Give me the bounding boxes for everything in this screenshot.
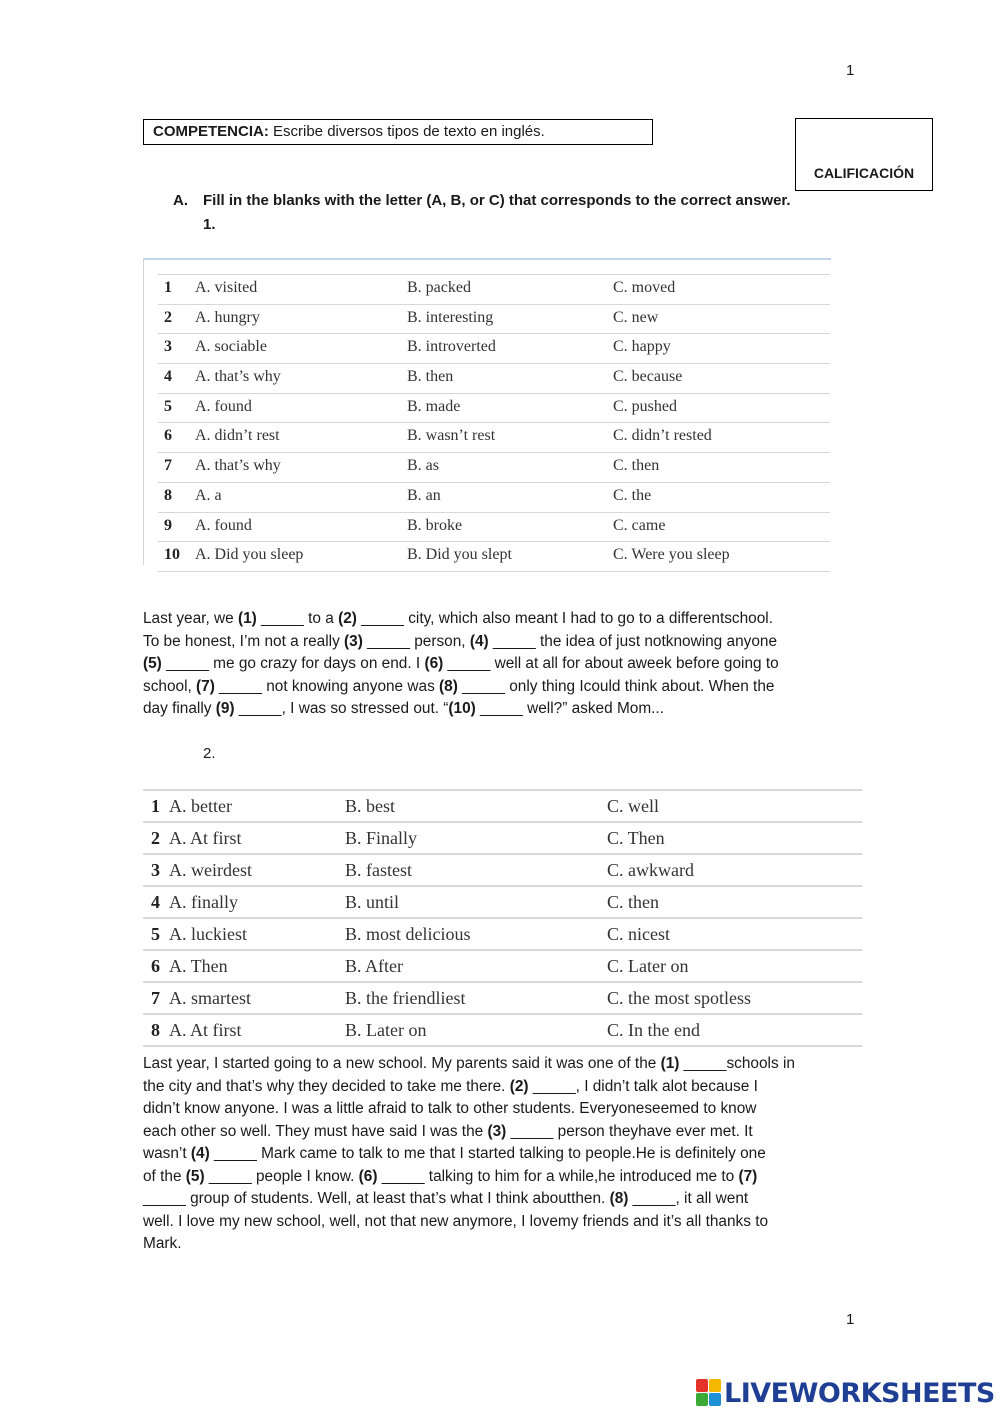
paragraph-text: school, bbox=[143, 677, 197, 695]
option-c: C. well bbox=[607, 796, 659, 816]
blank-number: (5) bbox=[185, 1167, 205, 1185]
paragraph-text: _____ city, which also meant I had to go to a differentschool. bbox=[356, 610, 773, 627]
table-row bbox=[158, 333, 830, 363]
option-c: C. Were you sleep bbox=[613, 546, 730, 564]
option-c: C. came bbox=[613, 516, 666, 534]
item-number: 7 bbox=[164, 457, 172, 475]
blank-number: (3) bbox=[487, 1122, 507, 1140]
item-number: 6 bbox=[151, 956, 160, 976]
item-number: 2 bbox=[151, 828, 160, 848]
item-number: 4 bbox=[164, 368, 172, 386]
paragraph-text: _____ me go crazy for days on end. I bbox=[161, 655, 425, 672]
paragraph-text: _____ not knowing anyone was bbox=[214, 677, 440, 695]
option-c: C. didn’t rested bbox=[613, 427, 712, 445]
option-b: B. wasn’t rest bbox=[407, 427, 496, 445]
option-a: A. smartest bbox=[169, 988, 251, 1008]
paragraph-line bbox=[143, 698, 779, 721]
paragraph-text: wasn’t bbox=[143, 1145, 191, 1162]
item-number: 4 bbox=[151, 892, 160, 912]
section-letter: A. bbox=[173, 192, 188, 209]
paragraph-line bbox=[143, 1233, 795, 1256]
blank-number: (10) bbox=[448, 700, 476, 717]
paragraph-text: _____schools in bbox=[679, 1055, 795, 1072]
paragraph-line bbox=[143, 1166, 795, 1189]
option-c: C. then bbox=[613, 457, 660, 475]
option-c: C. nicest bbox=[607, 924, 670, 944]
paragraph-line bbox=[143, 1188, 795, 1211]
paragraph-text: _____ person theyhave ever met. It bbox=[506, 1122, 753, 1140]
option-a: A. better bbox=[169, 796, 232, 816]
blank-number: (2) bbox=[509, 1077, 529, 1095]
logo-square-green bbox=[696, 1393, 708, 1406]
option-b: B. introverted bbox=[407, 338, 496, 356]
item-number: 8 bbox=[164, 486, 172, 504]
option-c: C. new bbox=[613, 308, 659, 326]
option-b: B. most delicious bbox=[345, 924, 471, 944]
paragraph-line bbox=[143, 1098, 795, 1121]
table-row bbox=[158, 512, 830, 542]
paragraph-text: _____ talking to him for a while,he introduced me to bbox=[377, 1167, 739, 1185]
logo-square-yellow bbox=[709, 1379, 721, 1392]
page-number-bottom: 1 bbox=[846, 1311, 855, 1328]
option-b: B. best bbox=[345, 796, 396, 816]
blank-number: (1) bbox=[237, 610, 257, 627]
option-b: B. the friendliest bbox=[345, 988, 466, 1008]
option-b: B. Finally bbox=[345, 828, 418, 848]
paragraph-text: _____ only thing Icould think about. When the bbox=[457, 677, 775, 695]
option-b: B. fastest bbox=[345, 860, 412, 880]
blank-number: (9) bbox=[215, 700, 235, 717]
blank-number: (2) bbox=[338, 610, 357, 627]
option-b: B. until bbox=[345, 892, 400, 912]
option-c: C. because bbox=[613, 368, 683, 386]
blank-number: (6) bbox=[358, 1167, 378, 1185]
blank-number: (7) bbox=[196, 677, 215, 695]
option-b: B. interesting bbox=[407, 308, 494, 326]
option-a: A. Did you sleep bbox=[195, 546, 304, 564]
option-a: A. At first bbox=[169, 1020, 242, 1040]
blank-number: (8) bbox=[439, 677, 458, 695]
option-c: C. Later on bbox=[607, 956, 689, 976]
item-number: 3 bbox=[151, 860, 160, 880]
table-row bbox=[158, 274, 830, 304]
blank-number: (8) bbox=[609, 1190, 629, 1207]
option-c: C. pushed bbox=[613, 397, 677, 415]
table-row bbox=[143, 917, 862, 949]
paragraph-line bbox=[143, 1121, 795, 1144]
blank-number: (7) bbox=[738, 1167, 758, 1185]
option-b: B. Did you slept bbox=[407, 546, 512, 564]
logo-square-blue bbox=[709, 1393, 721, 1406]
table-row bbox=[143, 789, 862, 821]
paragraph-line bbox=[143, 1211, 795, 1234]
calificacion-box bbox=[795, 118, 933, 191]
table-row bbox=[143, 853, 862, 885]
paragraph-line bbox=[143, 631, 779, 654]
blank-number: (5) bbox=[143, 655, 162, 672]
paragraph-text: _____ to a bbox=[256, 610, 339, 627]
table-row bbox=[158, 304, 830, 334]
option-b: B. made bbox=[407, 397, 461, 415]
option-a: A. found bbox=[195, 516, 252, 534]
option-a: A. Then bbox=[169, 956, 228, 976]
paragraph-text: _____ the idea of just notknowing anyone bbox=[488, 632, 778, 650]
option-c: C. moved bbox=[613, 279, 676, 296]
option-c: C. In the end bbox=[607, 1020, 700, 1040]
paragraph-line bbox=[143, 1053, 795, 1076]
paragraph-text: the city and that’s why they decided to take me there. bbox=[143, 1077, 510, 1095]
paragraph-text: _____, it all went bbox=[628, 1190, 749, 1207]
option-b: B. as bbox=[407, 457, 439, 475]
paragraph-line bbox=[143, 1076, 795, 1099]
option-a: A. hungry bbox=[195, 308, 260, 326]
table-row bbox=[158, 393, 830, 423]
paragraph-text: To be honest, I’m not a really bbox=[143, 632, 345, 650]
item-number: 1 bbox=[164, 279, 172, 296]
option-b: B. Later on bbox=[345, 1020, 427, 1040]
paragraph-text: _____ person, bbox=[362, 632, 470, 650]
paragraph-text: _____, I didn’t talk alot because I bbox=[528, 1077, 758, 1095]
page-number-top: 1 bbox=[846, 62, 855, 79]
table-row bbox=[143, 885, 862, 917]
paragraph-text: _____, I was so stressed out. “ bbox=[234, 700, 449, 717]
option-a: A. finally bbox=[169, 892, 238, 912]
options-table-1 bbox=[158, 274, 830, 572]
paragraph-1 bbox=[143, 608, 779, 721]
paragraph-text: _____ well at all for about aweek before going to bbox=[443, 655, 779, 672]
item-number: 5 bbox=[151, 924, 160, 944]
liveworksheets-logo[interactable] bbox=[696, 1376, 995, 1410]
paragraph-2 bbox=[143, 1053, 795, 1256]
item-number: 5 bbox=[164, 397, 172, 415]
option-a: A. that’s why bbox=[195, 368, 281, 386]
option-a: A. weirdest bbox=[169, 860, 252, 880]
paragraph-text: didn’t know anyone. I was a little afraid to talk to other students. Everyoneseemed to know bbox=[143, 1100, 757, 1117]
calificacion-label: CALIFICACIÓN bbox=[813, 165, 915, 181]
table-row bbox=[158, 452, 830, 482]
item-number: 2 bbox=[164, 308, 172, 326]
option-b: B. After bbox=[345, 956, 403, 976]
option-a: A. found bbox=[195, 397, 252, 415]
blank-number: (4) bbox=[469, 632, 489, 650]
option-a: A. didn’t rest bbox=[195, 427, 280, 445]
option-c: C. then bbox=[607, 892, 659, 912]
exercise-1-label: 1. bbox=[203, 216, 216, 233]
option-a: A. At first bbox=[169, 828, 242, 848]
instruction-text: Fill in the blanks with the letter (A, B, or C) that corresponds to the correct answer. bbox=[203, 192, 791, 209]
table-row bbox=[158, 363, 830, 393]
paragraph-line bbox=[143, 608, 779, 631]
exercise-2-label: 2. bbox=[203, 745, 216, 762]
blank-number: (1) bbox=[660, 1055, 680, 1072]
paragraph-text: day finally bbox=[143, 700, 216, 717]
table-row bbox=[143, 821, 862, 853]
option-c: C. Then bbox=[607, 828, 665, 848]
item-number: 8 bbox=[151, 1020, 160, 1040]
option-c: C. awkward bbox=[607, 860, 694, 880]
competencia-label: COMPETENCIA: bbox=[153, 123, 269, 140]
blank-number: (6) bbox=[424, 655, 444, 672]
blank-number: (4) bbox=[190, 1145, 210, 1162]
table-row bbox=[158, 422, 830, 452]
option-b: B. then bbox=[407, 368, 454, 386]
paragraph-line bbox=[143, 676, 779, 699]
option-c: C. the bbox=[613, 486, 652, 504]
item-number: 6 bbox=[164, 427, 172, 445]
item-number: 3 bbox=[164, 338, 172, 356]
option-c: C. the most spotless bbox=[607, 988, 752, 1008]
paragraph-line bbox=[143, 653, 779, 676]
item-number: 7 bbox=[151, 988, 160, 1008]
option-a: A. visited bbox=[195, 279, 258, 296]
table-row bbox=[143, 1013, 862, 1047]
table-row bbox=[143, 981, 862, 1013]
option-b: B. broke bbox=[407, 516, 463, 534]
paragraph-text: _____ Mark came to talk to me that I started talking to people.He is definitely one bbox=[209, 1145, 766, 1162]
logo-square-red bbox=[696, 1379, 708, 1392]
option-a: A. sociable bbox=[195, 338, 267, 356]
paragraph-text: of the bbox=[143, 1167, 186, 1185]
option-b: B. an bbox=[407, 486, 441, 504]
paragraph-text: well. I love my new school, well, not that new anymore, I lovemy friends and it’s all thanks to bbox=[143, 1212, 769, 1230]
item-number: 10 bbox=[164, 546, 180, 564]
item-number: 9 bbox=[164, 516, 172, 534]
paragraph-text: Mark. bbox=[143, 1235, 182, 1252]
table-row bbox=[158, 541, 830, 572]
option-a: A. that’s why bbox=[195, 457, 281, 475]
option-c: C. happy bbox=[613, 338, 671, 356]
paragraph-text: Last year, we bbox=[143, 610, 238, 627]
option-a: A. luckiest bbox=[169, 924, 247, 944]
option-b: B. packed bbox=[407, 279, 471, 296]
competencia-box bbox=[143, 119, 653, 145]
logo-mark-icon bbox=[696, 1379, 722, 1407]
logo-text: LIVEWORKSHEETS bbox=[724, 1377, 995, 1409]
option-a: A. a bbox=[195, 486, 222, 504]
paragraph-text: Last year, I started going to a new school. My parents said it was one of the bbox=[143, 1055, 661, 1072]
instruction bbox=[173, 192, 791, 209]
paragraph-text: each other so well. They must have said I was the bbox=[143, 1122, 488, 1140]
competencia-text: Escribe diversos tipos de texto en inglés. bbox=[268, 123, 545, 140]
item-number: 1 bbox=[151, 796, 160, 816]
table-row bbox=[158, 482, 830, 512]
paragraph-text: _____ people I know. bbox=[204, 1167, 359, 1185]
table-row bbox=[143, 949, 862, 981]
blank-number: (3) bbox=[344, 632, 363, 650]
paragraph-line bbox=[143, 1143, 795, 1166]
options-table-2 bbox=[143, 789, 862, 1047]
paragraph-text: _____ well?” asked Mom... bbox=[475, 700, 664, 717]
paragraph-text: _____ group of students. Well, at least that’s what I think aboutthen. bbox=[143, 1190, 610, 1207]
